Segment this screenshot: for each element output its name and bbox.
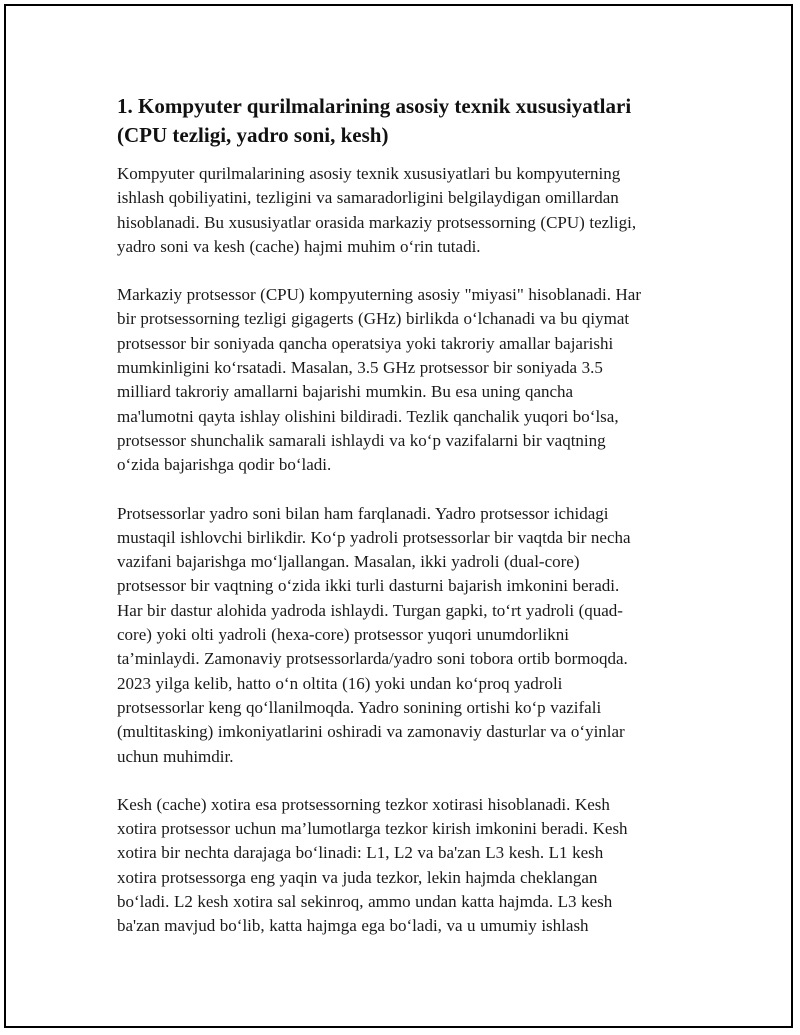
paragraph-cache [117, 793, 692, 939]
text-line: xotira protsessorga eng yaqin va juda tezkor, lekin hajmda cheklangan [117, 867, 598, 887]
paragraph-intro [117, 162, 692, 259]
paragraph-core-count [117, 502, 692, 769]
text-line: protsessorlar keng qoʻllanilmoqda. Yadro sonining ortishi koʻp vazifali [117, 697, 602, 717]
text-line: ma'lumotni qayta ishlay olishini bildiradi. Tezlik qanchalik yuqori boʻlsa, [117, 406, 619, 426]
text-line: mustaqil ishlovchi birlikdir. Koʻp yadroli protsessorlar bir vaqtda bir necha [117, 527, 631, 547]
document-body [117, 92, 692, 963]
text-line: core) yoki olti yadroli (hexa-core) protsessor yuqori unumdorlikni [117, 625, 570, 645]
text-line: Har bir dastur alohida yadroda ishlaydi. Turgan gapki, toʻrt yadroli (quad- [117, 600, 623, 620]
text-line: 2023 yilga kelib, hatto oʻn oltita (16) yoki undan koʻproq yadroli [117, 673, 563, 693]
heading-line: (CPU tezligi, yadro soni, kesh) [117, 123, 389, 147]
text-line: ishlash qobiliyatini, tezligini va samaradorligini belgilaydigan omillardan [117, 188, 619, 208]
text-line: ba'zan mavjud boʻlib, katta hajmga ega boʻladi, va u umumiy ishlash [117, 916, 589, 936]
text-line: Protsessorlar yadro soni bilan ham farqlanadi. Yadro protsessor ichidagi [117, 503, 609, 523]
heading-line: 1. Kompyuter qurilmalarining asosiy texnik xususiyatlari [117, 94, 632, 118]
text-line: xotira bir nechta darajaga boʻlinadi: L1, L2 va ba'zan L3 kesh. L1 kesh [117, 843, 604, 863]
text-line: protsessor shunchalik samarali ishlaydi va koʻp vazifalarni bir vaqtning [117, 430, 606, 450]
text-line: Kompyuter qurilmalarining asosiy texnik xususiyatlari bu kompyuterning [117, 164, 621, 183]
text-line: mumkinligini koʻrsatadi. Masalan, 3.5 GHz protsessor bir soniyada 3.5 [117, 358, 603, 378]
text-line: (multitasking) imkoniyatlarini oshiradi va zamonaviy dasturlar va oʻyinlar [117, 722, 625, 742]
text-line: yadro soni va kesh (cache) hajmi muhim oʻrin tutadi. [117, 236, 481, 256]
text-line: ta’minlaydi. Zamonaviy protsessorlarda/yadro soni tobora ortib bormoqda. [117, 649, 628, 669]
section-heading [117, 92, 692, 150]
text-line: Kesh (cache) xotira esa protsessorning tezkor xotirasi hisoblanadi. Kesh [117, 794, 610, 814]
text-line: uchun muhimdir. [117, 746, 234, 766]
text-line: protsessor bir soniyada qancha operatsiya yoki takroriy amallar bajarishi [117, 333, 614, 353]
paragraph-cpu-speed [117, 283, 692, 477]
text-line: Markaziy protsessor (CPU) kompyuterning asosiy "miyasi" hisoblanadi. Har [117, 285, 642, 305]
text-line: bir protsessorning tezligi gigagerts (GHz) birlikda oʻlchanadi va bu qiymat [117, 309, 630, 329]
text-line: boʻladi. L2 kesh xotira sal sekinroq, ammo undan katta hajmda. L3 kesh [117, 892, 613, 912]
text-line: protsessor bir vaqtning oʻzida ikki turli dasturni bajarish imkonini beradi. [117, 576, 620, 596]
text-line: milliard takroriy amallarni bajarishi mumkin. Bu esa uning qancha [117, 382, 574, 402]
text-line: oʻzida bajarishga qodir boʻladi. [117, 455, 332, 475]
text-line: vazifani bajarishga moʻljallangan. Masalan, ikki yadroli (dual-core) [117, 552, 580, 572]
text-line: xotira protsessor uchun ma’lumotlarga tezkor kirish imkonini beradi. Kesh [117, 819, 628, 839]
text-line: hisoblanadi. Bu xususiyatlar orasida markaziy protsessorning (CPU) tezligi, [117, 212, 637, 232]
